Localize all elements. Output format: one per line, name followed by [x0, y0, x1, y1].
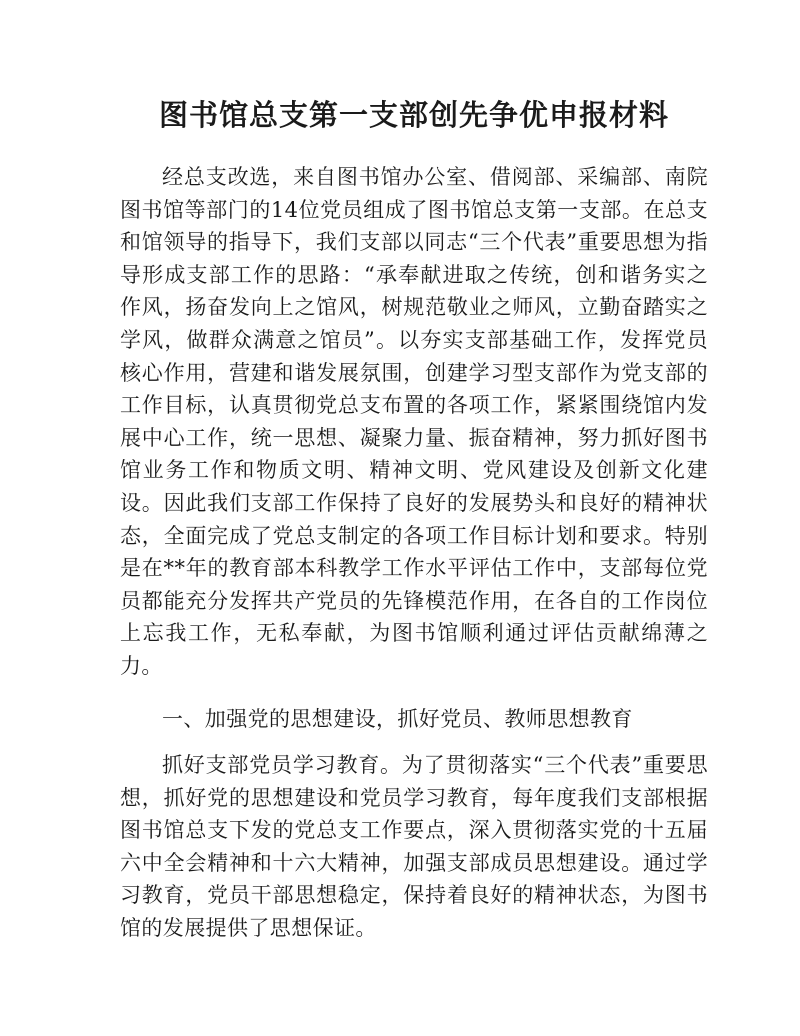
section-paragraph: 抓好支部党员学习教育。为了贯彻落实“三个代表”重要思想，抓好党的思想建设和党员学习教育，每年度我们支部根据图书馆总支下发的党总支工作要点，深入贯彻落实党的十五届六中全会精神和十六大精神，加强支部成员思想建设。通过学习教育，党员干部思想稳定，保持着良好的精神状态，为图书馆的发展提供了思想保证。: [120, 753, 708, 941]
document-title: 图书馆总支第一支部创先争优申报材料: [158, 98, 669, 132]
intro-paragraph: 经总支改选，来自图书馆办公室、借阅部、采编部、南院图书馆等部门的14位党员组成了图书馆总支第一支部。在总支和馆领导的指导下，我们支部以同志“三个代表”重要思想为指导形成支部工作的思路：“承奉献进取之传统，创和谐务实之作风，扬奋发向上之馆风，树规范敬业之师风，立勤奋踏实之学风，做群众满意之馆员”。以夯实支部基础工作，发挥党员核心作用，营建和谐发展氛围，创建学习型支部作为党支部的工作目标，认真贯彻党总支布置的各项工作，紧紧围绕馆内发展中心工作，统一思想、凝聚力量、振奋精神，努力抓好图书馆业务工作和物质文明、精神文明、党风建设及创新文化建设。因此我们支部工作保持了良好的发展势头和良好的精神状态，全面完成了党总支制定的各项工作目标计划和要求。特别是在**年的教育部本科教学工作水平评估工作中，支部每位党员都能充分发挥共产党员的先锋模范作用，在各自的工作岗位上忘我工作，无私奉献，为图书馆顺利通过评估贡献绵薄之力。: [120, 165, 708, 678]
section-heading: 一、加强党的思想建设，抓好党员、教师思想教育: [162, 706, 633, 731]
